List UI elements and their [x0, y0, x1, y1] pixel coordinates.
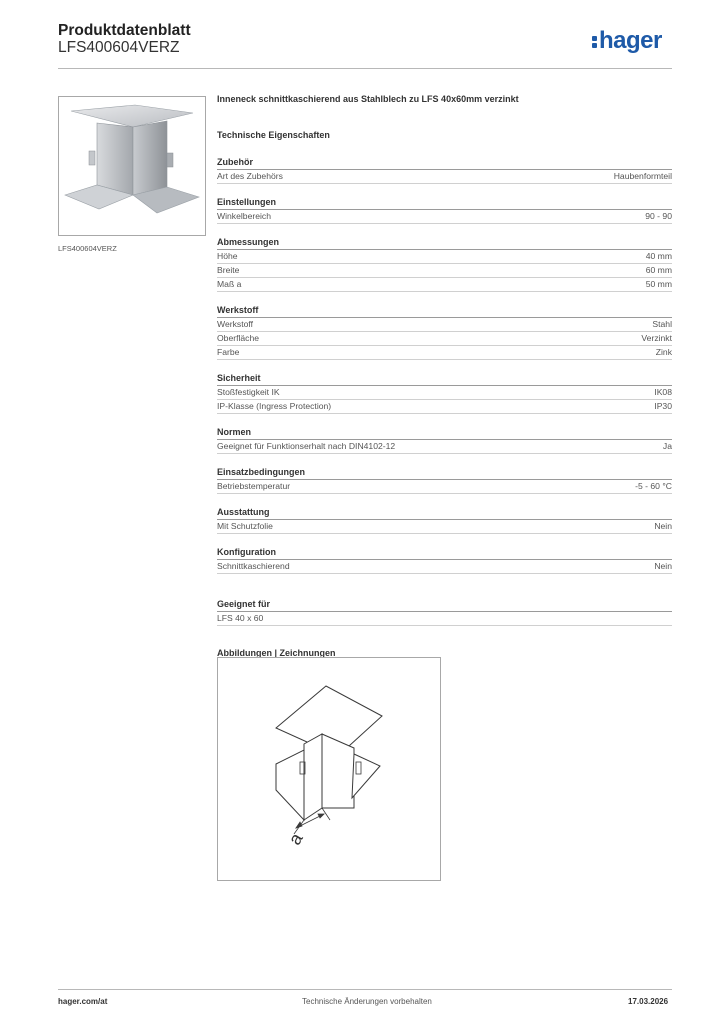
- section-title: Zubehör: [217, 156, 672, 170]
- footer-website-link[interactable]: hager.com/at: [58, 997, 108, 1006]
- spec-section: [217, 506, 672, 534]
- product-description: Inneneck schnittkaschierend aus Stahlblech zu LFS 40x60mm verzinkt: [217, 94, 519, 104]
- spec-label: IP-Klasse (Ingress Protection): [217, 401, 332, 411]
- spec-value: 90 - 90: [645, 211, 672, 221]
- spec-value: -5 - 60 °C: [635, 481, 672, 491]
- spec-label: Art des Zubehörs: [217, 171, 283, 181]
- spec-row: [217, 386, 672, 400]
- spec-label: Höhe: [217, 251, 238, 261]
- spec-label: Winkelbereich: [217, 211, 271, 221]
- footer-disclaimer: Technische Änderungen vorbehalten: [302, 997, 432, 1006]
- drawing-image: [218, 658, 440, 880]
- spec-value: 50 mm: [645, 279, 672, 289]
- spec-row: [217, 612, 672, 626]
- section-title: Geeignet für: [217, 598, 672, 612]
- spec-value: Verzinkt: [641, 333, 672, 343]
- logo-text: hager: [599, 27, 662, 54]
- spec-label: Mit Schutzfolie: [217, 521, 273, 531]
- spec-row: [217, 250, 672, 264]
- spec-label: Maß a: [217, 279, 242, 289]
- spec-label: Farbe: [217, 347, 240, 357]
- spec-row: [217, 318, 672, 332]
- product-photo: [58, 96, 206, 236]
- spec-section: [217, 466, 672, 494]
- spec-section: [217, 426, 672, 454]
- spec-section: [217, 156, 672, 184]
- spec-section: [217, 304, 672, 360]
- page-title: Produktdatenblatt: [58, 22, 191, 39]
- section-title: Abmessungen: [217, 236, 672, 250]
- header-divider: [58, 68, 672, 69]
- spec-row: [217, 264, 672, 278]
- drawings-heading: Abbildungen | Zeichnungen: [217, 648, 336, 658]
- dimension-label: a: [284, 829, 307, 849]
- footer-date: 17.03.2026: [628, 997, 669, 1006]
- section-title: Werkstoff: [217, 304, 672, 318]
- spec-value: 40 mm: [645, 251, 672, 261]
- section-title: Normen: [217, 426, 672, 440]
- spec-row: [217, 400, 672, 414]
- spec-value: Nein: [654, 561, 672, 571]
- spec-row: [217, 480, 672, 494]
- spec-label: Schnittkaschierend: [217, 561, 290, 571]
- section-title: Einstellungen: [217, 196, 672, 210]
- spec-value: Ja: [662, 441, 672, 451]
- section-title: Einsatzbedingungen: [217, 466, 672, 480]
- spec-value: Haubenformteil: [613, 171, 672, 181]
- geeignet-section: [217, 598, 672, 626]
- spec-row: [217, 332, 672, 346]
- spec-row: [217, 520, 672, 534]
- spec-value: IP30: [654, 401, 672, 411]
- spec-label: Stoßfestigkeit IK: [217, 387, 280, 397]
- section-title: Ausstattung: [217, 506, 672, 520]
- section-title: Sicherheit: [217, 372, 672, 386]
- spec-row: [217, 560, 672, 574]
- spec-row: [217, 346, 672, 360]
- spec-label: LFS 40 x 60: [217, 613, 264, 623]
- tech-heading: Technische Eigenschaften: [217, 130, 330, 140]
- logo-dots-icon: [592, 34, 597, 48]
- spec-label: Breite: [217, 265, 240, 275]
- spec-label: Geeignet für Funktionserhalt nach DIN4102-12: [217, 441, 396, 451]
- spec-sections: [217, 156, 672, 574]
- footer-divider: [58, 989, 672, 990]
- spec-value: IK08: [654, 387, 672, 397]
- spec-value: 60 mm: [645, 265, 672, 275]
- spec-value: Stahl: [652, 319, 672, 329]
- spec-section: [217, 372, 672, 414]
- product-code: LFS400604VERZ: [58, 39, 180, 56]
- technical-drawing: [217, 657, 441, 881]
- hager-logo: [592, 27, 662, 55]
- spec-section: [217, 546, 672, 574]
- spec-row: [217, 170, 672, 184]
- spec-label: Betriebstemperatur: [217, 481, 291, 491]
- spec-content: [217, 90, 672, 662]
- spec-row: [217, 210, 672, 224]
- section-title: Konfiguration: [217, 546, 672, 560]
- spec-value: Nein: [654, 521, 672, 531]
- spec-section: [217, 196, 672, 224]
- spec-value: Zink: [655, 347, 672, 357]
- spec-row: [217, 440, 672, 454]
- spec-label: Werkstoff: [217, 319, 253, 329]
- product-photo-image: [59, 97, 205, 235]
- spec-section: [217, 236, 672, 292]
- spec-label: Oberfläche: [217, 333, 260, 343]
- photo-caption: LFS400604VERZ: [58, 244, 117, 253]
- spec-row: [217, 278, 672, 292]
